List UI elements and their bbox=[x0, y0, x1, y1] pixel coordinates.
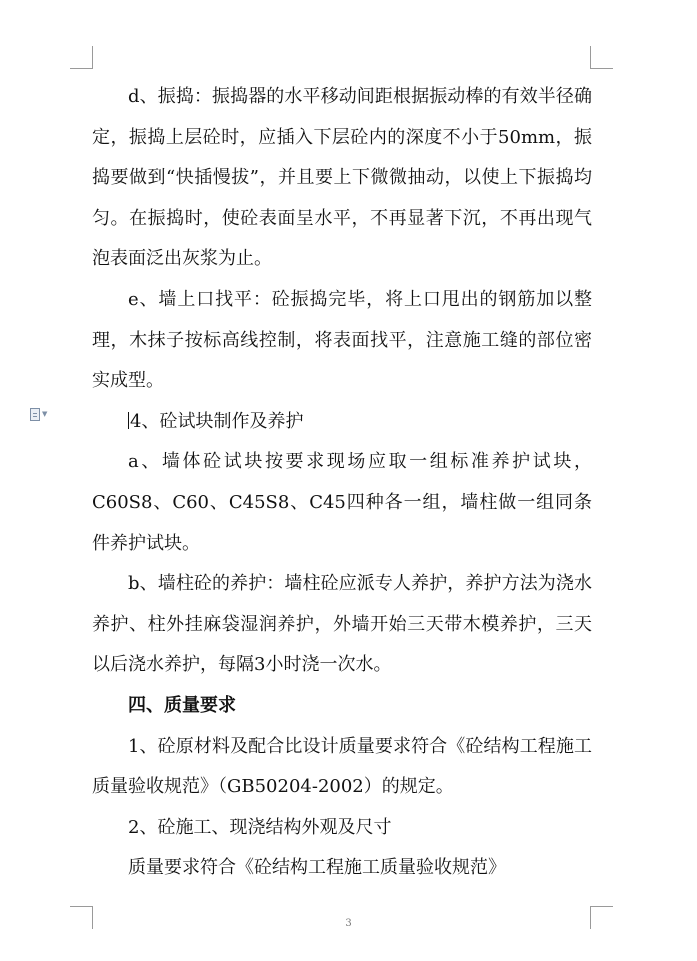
document-icon bbox=[30, 408, 40, 421]
paragraph bbox=[92, 402, 592, 443]
paragraph-text: a、墙体砼试块按要求现场应取一组标准养护试块，C60S8、C60、C45S8、C45四种各一组，墙柱做一组同条件养护试块。 bbox=[92, 451, 592, 554]
crop-mark-top-right bbox=[590, 46, 613, 69]
section-heading bbox=[92, 686, 592, 727]
paragraph bbox=[92, 808, 592, 849]
paragraph-text: b、墙柱砼的养护：墙柱砼应派专人养护，养护方法为浇水养护、柱外挂麻袋湿润养护，外墙开始三天带木模养护，三天以后浇水养护，每隔3小时浇一次水。 bbox=[92, 573, 592, 676]
text-cursor bbox=[128, 412, 129, 429]
document-body[interactable] bbox=[92, 77, 592, 889]
page-number: 3 bbox=[345, 918, 352, 929]
chevron-down-icon: ▼ bbox=[42, 410, 48, 418]
paragraph bbox=[92, 848, 592, 889]
paragraph bbox=[92, 564, 592, 686]
paragraph-text: d、振捣：振捣器的水平移动间距根据振动棒的有效半径确定，振捣上层砼时，应插入下层砼内的深度不小于50mm，振捣要做到“快插慢拔”，并且要上下微微抽动，以使上下振捣均匀。在振捣时，使砼表面呈水平，不再显著下沉，不再出现气泡表面泛出灰浆为止。 bbox=[92, 86, 592, 270]
crop-mark-top-left bbox=[70, 46, 93, 69]
paragraph bbox=[92, 280, 592, 402]
paragraph bbox=[92, 442, 592, 564]
paragraph-text: 4、砼试块制作及养护 bbox=[130, 410, 304, 432]
paragraph bbox=[92, 727, 592, 808]
paragraph-text: 1、砼原材料及配合比设计质量要求符合《砼结构工程施工质量验收规范》（GB50204-2002）的规定。 bbox=[92, 735, 592, 798]
paragraph-text: 2、砼施工、现浇结构外观及尺寸 bbox=[128, 816, 392, 838]
paragraph bbox=[92, 77, 592, 280]
paragraph-text: 四、质量要求 bbox=[128, 694, 236, 716]
paragraph-text: e、墙上口找平：砼振捣完毕，将上口甩出的钢筋加以整理，木抹子按标高线控制，将表面找平，注意施工缝的部位密实成型。 bbox=[92, 288, 592, 392]
document-anchor-icon[interactable] bbox=[30, 406, 56, 422]
paragraph-text: 质量要求符合《砼结构工程施工质量验收规范》 bbox=[128, 857, 506, 879]
